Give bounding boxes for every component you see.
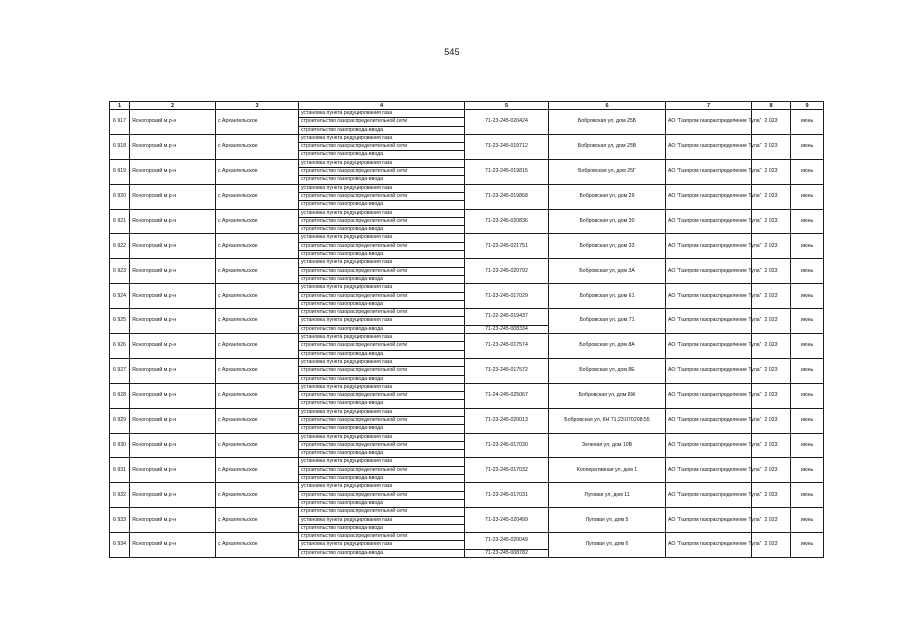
row-number: 6 924 — [110, 284, 130, 309]
district-cell: Ясногорский м.р-н — [130, 408, 216, 433]
work-item-cell: установка пункта редуцирования газа — [299, 184, 465, 192]
row-number: 6 933 — [110, 508, 130, 533]
year-cell: 2 023 — [752, 433, 791, 458]
column-header-4: 4 — [299, 102, 465, 110]
year-cell: 2 023 — [752, 358, 791, 383]
district-cell: Ясногорский м.р-н — [130, 309, 216, 334]
row-number: 6 923 — [110, 259, 130, 284]
work-item-cell: строительство газопровода-ввода — [299, 275, 465, 283]
district-cell: Ясногорский м.р-н — [130, 134, 216, 159]
organization-cell: АО "Газпром газораспределение Тула" — [666, 483, 752, 508]
work-item-cell: строительство газопровода-ввода — [299, 176, 465, 184]
row-number: 6 926 — [110, 334, 130, 359]
address-cell: Бобровская ул, дом 33 — [549, 234, 666, 259]
year-cell: 2 023 — [752, 284, 791, 309]
cadastral-cell: 71-23-245-017030 — [465, 433, 549, 458]
row-number: 6 930 — [110, 433, 130, 458]
organization-cell: АО "Газпром газораспределение Тула" — [666, 334, 752, 359]
work-item-cell: установка пункта редуцирования газа — [299, 209, 465, 217]
cadastral-cell: 71-23-245-017572 — [465, 358, 549, 383]
organization-cell: АО "Газпром газораспределение Тула" — [666, 408, 752, 433]
cadastral-cell: 71-23-245-019815 — [465, 159, 549, 184]
settlement-cell: с Архангельское — [216, 259, 299, 284]
table-row — [110, 533, 824, 541]
organization-cell: АО "Газпром газораспределение Тула" — [666, 234, 752, 259]
organization-cell: АО "Газпром газораспределение Тула" — [666, 159, 752, 184]
settlement-cell: с Архангельское — [216, 433, 299, 458]
cadastral-cell: 71-23-245-017032 — [465, 458, 549, 483]
settlement-cell: с Архангельское — [216, 334, 299, 359]
month-cell: июнь — [791, 284, 824, 309]
district-cell: Ясногорский м.р-н — [130, 533, 216, 558]
organization-cell: АО "Газпром газораспределение Тула" — [666, 309, 752, 334]
work-item-cell: строительство газопровода-ввода — [299, 300, 465, 308]
cadastral-cell: 71-23-245-017031 — [465, 483, 549, 508]
header-row — [110, 102, 824, 110]
year-cell: 2 023 — [752, 209, 791, 234]
column-header-8: 8 — [752, 102, 791, 110]
work-item-cell: строительство газораспределительной сети — [299, 309, 465, 317]
organization-cell: АО "Газпром газораспределение Тула" — [666, 433, 752, 458]
address-cell: Зеленая ул, дом 10В — [549, 433, 666, 458]
table-row — [110, 184, 824, 192]
work-item-cell: строительство газораспределительной сети — [299, 441, 465, 449]
settlement-cell: с Архангельское — [216, 110, 299, 135]
row-number: 6 919 — [110, 159, 130, 184]
page-number: 545 — [444, 47, 460, 57]
settlement-cell: с Архангельское — [216, 209, 299, 234]
address-cell: Кооперативная ул, дом 1 — [549, 458, 666, 483]
month-cell: июнь — [791, 259, 824, 284]
address-cell: Бобровская ул, дом 25В — [549, 134, 666, 159]
organization-cell: АО "Газпром газораспределение Тула" — [666, 508, 752, 533]
work-item-cell: строительство газопровода-ввода — [299, 400, 465, 408]
column-header-1: 1 — [110, 102, 130, 110]
work-item-cell: установка пункта редуцирования газа — [299, 159, 465, 167]
work-item-cell: установка пункта редуцирования газа — [299, 317, 465, 325]
work-item-cell: строительство газопровода-ввода — [299, 251, 465, 259]
work-item-cell: строительство газопровода-ввода — [299, 499, 465, 507]
work-item-cell: установка пункта редуцирования газа — [299, 541, 465, 549]
month-cell: июнь — [791, 209, 824, 234]
year-cell: 2 023 — [752, 309, 791, 334]
work-item-cell: установка пункта редуцирования газа — [299, 483, 465, 491]
row-number: 6 920 — [110, 184, 130, 209]
year-cell: 2 023 — [752, 134, 791, 159]
work-item-cell: строительство газопровода-ввода — [299, 126, 465, 134]
work-item-cell: строительство газопровода-ввода — [299, 151, 465, 159]
year-cell: 2 023 — [752, 110, 791, 135]
register-body — [110, 110, 824, 558]
work-item-cell: строительство газопровода-ввода — [299, 350, 465, 358]
table-row — [110, 110, 824, 118]
work-item-cell: строительство газораспределительной сети — [299, 367, 465, 375]
year-cell: 2 023 — [752, 533, 791, 558]
work-item-cell: строительство газораспределительной сети — [299, 292, 465, 300]
address-cell: Луговая ул, дом 5 — [549, 508, 666, 533]
district-cell: Ясногорский м.р-н — [130, 159, 216, 184]
cadastral-cell: 71-23-245-021751 — [465, 234, 549, 259]
table-row — [110, 134, 824, 142]
district-cell: Ясногорский м.р-н — [130, 110, 216, 135]
column-header-9: 9 — [791, 102, 824, 110]
month-cell: июнь — [791, 508, 824, 533]
gasification-register-table — [109, 101, 824, 558]
cadastral-cell: 71-23-245-017574 — [465, 334, 549, 359]
work-item-cell: строительство газопровода-ввода — [299, 549, 465, 557]
work-item-cell: установка пункта редуцирования газа — [299, 433, 465, 441]
settlement-cell: с Архангельское — [216, 358, 299, 383]
row-number: 6 931 — [110, 458, 130, 483]
settlement-cell: с Архангельское — [216, 159, 299, 184]
table-row — [110, 458, 824, 466]
cadastral-cell: 71-23-245-020049 — [465, 533, 549, 550]
work-item-cell: установка пункта редуцирования газа — [299, 234, 465, 242]
year-cell: 2 023 — [752, 508, 791, 533]
organization-cell: АО "Газпром газораспределение Тула" — [666, 533, 752, 558]
month-cell: июнь — [791, 433, 824, 458]
row-number: 6 917 — [110, 110, 130, 135]
table-row — [110, 259, 824, 267]
work-item-cell: установка пункта редуцирования газа — [299, 134, 465, 142]
work-item-cell: установка пункта редуцирования газа — [299, 516, 465, 524]
cadastral-cell: 71-23-245-008334 — [465, 325, 549, 333]
work-item-cell: строительство газопровода-ввода — [299, 325, 465, 333]
column-header-6: 6 — [549, 102, 666, 110]
work-item-cell: строительство газопровода-ввода — [299, 475, 465, 483]
work-item-cell: строительство газораспределительной сети — [299, 508, 465, 516]
work-item-cell: установка пункта редуцирования газа — [299, 110, 465, 118]
organization-cell: АО "Газпром газораспределение Тула" — [666, 458, 752, 483]
district-cell: Ясногорский м.р-н — [130, 508, 216, 533]
cadastral-cell: 71-23-245-008782 — [465, 549, 549, 557]
table-row — [110, 408, 824, 416]
cadastral-cell: 71-23-245-019712 — [465, 134, 549, 159]
work-item-cell: строительство газопровода-ввода — [299, 201, 465, 209]
district-cell: Ясногорский м.р-н — [130, 358, 216, 383]
district-cell: Ясногорский м.р-н — [130, 458, 216, 483]
work-item-cell: строительство газораспределительной сети — [299, 491, 465, 499]
district-cell: Ясногорский м.р-н — [130, 284, 216, 309]
work-item-cell: установка пункта редуцирования газа — [299, 334, 465, 342]
table-row — [110, 433, 824, 441]
table-row — [110, 508, 824, 516]
organization-cell: АО "Газпром газораспределение Тула" — [666, 184, 752, 209]
district-cell: Ясногорский м.р-н — [130, 184, 216, 209]
work-item-cell: строительство газораспределительной сети — [299, 267, 465, 275]
month-cell: июнь — [791, 358, 824, 383]
year-cell: 2 023 — [752, 334, 791, 359]
year-cell: 2 023 — [752, 483, 791, 508]
month-cell: июнь — [791, 159, 824, 184]
month-cell: июнь — [791, 458, 824, 483]
year-cell: 2 023 — [752, 458, 791, 483]
address-cell: Бобровская ул, дом 8Е — [549, 358, 666, 383]
column-header-5: 5 — [465, 102, 549, 110]
cadastral-cell: 71-23-245-020792 — [465, 259, 549, 284]
year-cell: 2 023 — [752, 184, 791, 209]
row-number: 6 925 — [110, 309, 130, 334]
work-item-cell: строительство газопровода-ввода — [299, 524, 465, 532]
work-item-cell: строительство газораспределительной сети — [299, 168, 465, 176]
month-cell: июнь — [791, 110, 824, 135]
district-cell: Ясногорский м.р-н — [130, 383, 216, 408]
table-row — [110, 483, 824, 491]
work-item-cell: строительство газораспределительной сети — [299, 392, 465, 400]
row-number: 6 927 — [110, 358, 130, 383]
work-item-cell: строительство газораспределительной сети — [299, 217, 465, 225]
work-item-cell: строительство газораспределительной сети — [299, 242, 465, 250]
table-row — [110, 334, 824, 342]
work-item-cell: строительство газораспределительной сети — [299, 466, 465, 474]
work-item-cell: установка пункта редуцирования газа — [299, 358, 465, 366]
table-row — [110, 383, 824, 391]
district-cell: Ясногорский м.р-н — [130, 234, 216, 259]
column-header-7: 7 — [666, 102, 752, 110]
address-cell: Луговая ул, дом 6 — [549, 533, 666, 558]
work-item-cell: строительство газораспределительной сети — [299, 118, 465, 126]
work-item-cell: строительство газопровода-ввода — [299, 450, 465, 458]
column-header-2: 2 — [130, 102, 216, 110]
table-row — [110, 159, 824, 167]
month-cell: июнь — [791, 383, 824, 408]
cadastral-cell: 71-23-245-020499 — [465, 508, 549, 533]
settlement-cell: с Архангельское — [216, 483, 299, 508]
row-number: 6 929 — [110, 408, 130, 433]
column-header-3: 3 — [216, 102, 299, 110]
address-cell: Бобровская ул, дом 71 — [549, 309, 666, 334]
year-cell: 2 023 — [752, 234, 791, 259]
row-number: 6 934 — [110, 533, 130, 558]
table-row — [110, 209, 824, 217]
settlement-cell: с Архангельское — [216, 408, 299, 433]
work-item-cell: строительство газопровода-ввода — [299, 375, 465, 383]
settlement-cell: с Архангельское — [216, 309, 299, 334]
address-cell: Бобровская ул, КН 71:23:070208:55 — [549, 408, 666, 433]
settlement-cell: с Архангельское — [216, 533, 299, 558]
work-item-cell: установка пункта редуцирования газа — [299, 383, 465, 391]
organization-cell: АО "Газпром газораспределение Тула" — [666, 209, 752, 234]
work-item-cell: строительство газораспределительной сети — [299, 533, 465, 541]
work-item-cell: строительство газораспределительной сети — [299, 192, 465, 200]
organization-cell: АО "Газпром газораспределение Тула" — [666, 110, 752, 135]
row-number: 6 918 — [110, 134, 130, 159]
district-cell: Ясногорский м.р-н — [130, 433, 216, 458]
table-row — [110, 234, 824, 242]
cadastral-cell: 71-23-245-020013 — [465, 408, 549, 433]
table-row — [110, 358, 824, 366]
row-number: 6 928 — [110, 383, 130, 408]
settlement-cell: с Архангельское — [216, 234, 299, 259]
work-item-cell: строительство газораспределительной сети — [299, 416, 465, 424]
work-item-cell: строительство газопровода-ввода — [299, 226, 465, 234]
cadastral-cell: 71-23-245-020836 — [465, 209, 549, 234]
work-item-cell: строительство газораспределительной сети — [299, 342, 465, 350]
table-row — [110, 284, 824, 292]
row-number: 6 921 — [110, 209, 130, 234]
work-item-cell: строительство газораспределительной сети — [299, 143, 465, 151]
cadastral-cell: 71-23-245-017029 — [465, 284, 549, 309]
settlement-cell: с Архангельское — [216, 284, 299, 309]
month-cell: июнь — [791, 234, 824, 259]
month-cell: июнь — [791, 184, 824, 209]
cadastral-cell: 71-23-245-020424 — [465, 110, 549, 135]
district-cell: Ясногорский м.р-н — [130, 483, 216, 508]
settlement-cell: с Архангельское — [216, 134, 299, 159]
row-number: 6 922 — [110, 234, 130, 259]
organization-cell: АО "Газпром газораспределение Тула" — [666, 259, 752, 284]
work-item-cell: строительство газопровода-ввода — [299, 425, 465, 433]
address-cell: Бобровская ул, дом 3А — [549, 259, 666, 284]
work-item-cell: установка пункта редуцирования газа — [299, 458, 465, 466]
district-cell: Ясногорский м.р-н — [130, 334, 216, 359]
cadastral-cell: 71-24-245-025067 — [465, 383, 549, 408]
address-cell: Бобровская ул, дом 61 — [549, 284, 666, 309]
year-cell: 2 023 — [752, 259, 791, 284]
settlement-cell: с Архангельское — [216, 458, 299, 483]
settlement-cell: с Архангельское — [216, 508, 299, 533]
address-cell: Бобровская ул, дом 25Б — [549, 110, 666, 135]
address-cell: Бобровская ул, дом 8Ж — [549, 383, 666, 408]
address-cell: Бобровская ул, дом 25Г — [549, 159, 666, 184]
address-cell: Бобровская ул, дом 8А — [549, 334, 666, 359]
cadastral-cell: 71-22-245-019437 — [465, 309, 549, 326]
settlement-cell: с Архангельское — [216, 184, 299, 209]
work-item-cell: установка пункта редуцирования газа — [299, 259, 465, 267]
year-cell: 2 023 — [752, 383, 791, 408]
month-cell: июнь — [791, 334, 824, 359]
organization-cell: АО "Газпром газораспределение Тула" — [666, 383, 752, 408]
address-cell: Бобровская ул, дом 30 — [549, 209, 666, 234]
district-cell: Ясногорский м.р-н — [130, 209, 216, 234]
district-cell: Ясногорский м.р-н — [130, 259, 216, 284]
organization-cell: АО "Газпром газораспределение Тула" — [666, 284, 752, 309]
table-row — [110, 309, 824, 317]
settlement-cell: с Архангельское — [216, 383, 299, 408]
work-item-cell: установка пункта редуцирования газа — [299, 284, 465, 292]
year-cell: 2 023 — [752, 159, 791, 184]
work-item-cell: установка пункта редуцирования газа — [299, 408, 465, 416]
month-cell: июнь — [791, 533, 824, 558]
organization-cell: АО "Газпром газораспределение Тула" — [666, 134, 752, 159]
row-number: 6 932 — [110, 483, 130, 508]
address-cell: Луговая ул, дом 11 — [549, 483, 666, 508]
month-cell: июнь — [791, 408, 824, 433]
month-cell: июнь — [791, 134, 824, 159]
cadastral-cell: 71-23-245-019868 — [465, 184, 549, 209]
year-cell: 2 023 — [752, 408, 791, 433]
month-cell: июнь — [791, 483, 824, 508]
address-cell: Бобровская ул, дом 29 — [549, 184, 666, 209]
month-cell: июнь — [791, 309, 824, 334]
organization-cell: АО "Газпром газораспределение Тула" — [666, 358, 752, 383]
